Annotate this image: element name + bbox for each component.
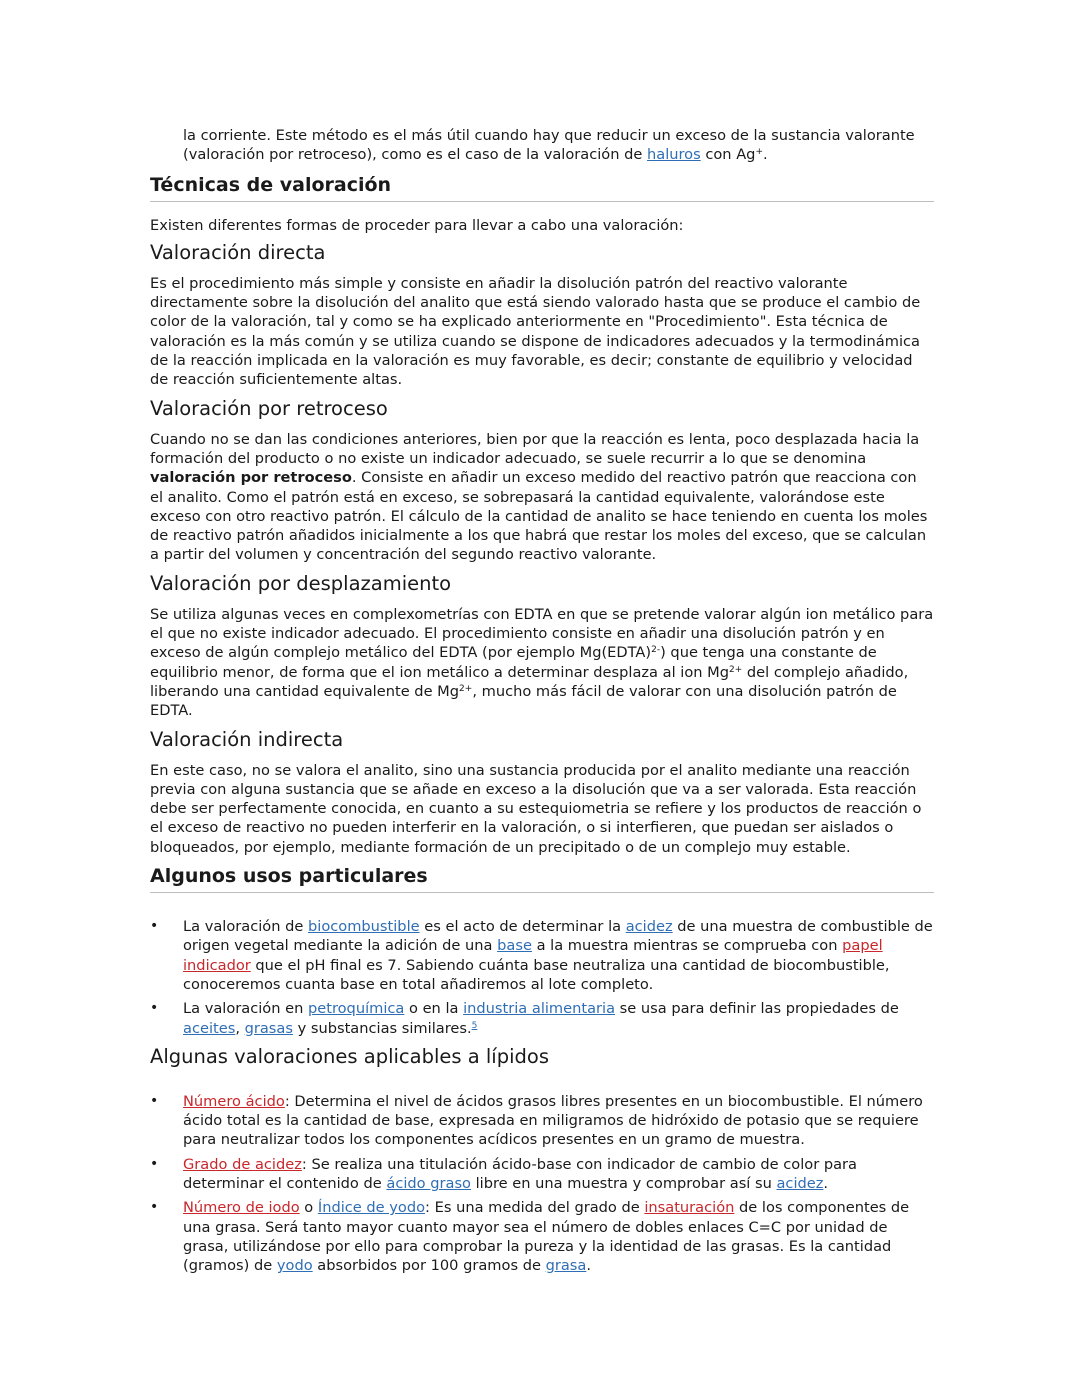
link-industria-alimentaria[interactable]: industria alimentaria	[463, 1000, 616, 1018]
heading-tecnicas: Técnicas de valoración	[150, 172, 934, 202]
desplazamiento-paragraph: Se utiliza algunas veces en complexometrías con EDTA en que se pretende valorar algún ion metálico para el que no existe indicador adecuado. El procedimiento consiste en añadir una disolución patrón y en exceso de algún complejo metálico del EDTA (por ejemplo Mg(EDTA)$^{2-}$) que tenga una constante de equilibrio menor, de forma que el ion metálico a determinar desplaza al ion $Mg^{2+}$ del complejo añadido, liberando una cantidad equivalente de $Mg^{2+}$, mucho más fácil de valorar con una disolución patrón de EDTA.	[150, 605, 934, 720]
link-papel-indicador[interactable]: papel indicador	[183, 937, 883, 974]
bullet-icon: •	[150, 1199, 159, 1216]
usos-list	[150, 917, 934, 1038]
link-grasa[interactable]: grasa	[545, 1257, 587, 1275]
link-acidez-2[interactable]: acidez	[776, 1174, 824, 1192]
heading-lipidos: Algunas valoraciones aplicables a lípidos	[150, 1044, 549, 1068]
link-grasas[interactable]: grasas	[244, 1019, 293, 1037]
list-item: • La valoración de biocombustible es el acto de determinar la acidez de una muestra de combustible de origen vegetal mediante la adición de una base a la muestra mientras se comprueba con papel indicador que el pH final es 7. Sabiendo cuánta base neutraliza una cantidad de biocombustible, conoceremos cuanta base en total añadiremos al lote completo.	[150, 918, 933, 993]
link-acido-graso[interactable]: ácido graso	[386, 1174, 471, 1192]
list-item: • La valoración en petroquímica o en la industria alimentaria se usa para definir las propiedades de aceites, grasas y substancias similares.$^5$	[150, 1000, 899, 1037]
link-numero-acido[interactable]: Número ácido	[183, 1092, 285, 1110]
indirecta-paragraph: En este caso, no se valora el analito, sino una sustancia producida por el analito mediante una reacción previa con alguna sustancia que se añade en exceso a la disolución que va a ser valorada. Esta reacción debe ser perfectamente conocida, en cuanto a su estequiometria se refiere y los productos de reacción o el exceso de reactivo no pueden interferir en la valoración, o si interfieren, que puedan ser aislados o bloqueados, por ejemplo, mediante formación de un precipitado o de un complejo muy estable.	[150, 761, 922, 856]
link-petroquimica[interactable]: petroquímica	[307, 1000, 405, 1018]
link-yodo[interactable]: yodo	[276, 1257, 313, 1275]
bullet-icon: •	[150, 1000, 159, 1017]
list-item: • Número ácido: Determina el nivel de ácidos grasos libres presentes en un biocombustible. El número ácido total es la cantidad de base, expresada en miligramos de hidróxido de potasio que se requiere para neutralizar todos los componentes acídicos presentes en un gramo de muestra.	[150, 1092, 923, 1149]
link-haluros[interactable]: haluros	[647, 146, 701, 164]
link-grado-de-acidez[interactable]: Grado de acidez	[183, 1155, 302, 1173]
directa-paragraph: Es el procedimiento más simple y consiste en añadir la disolución patrón del reactivo valorante directamente sobre la disolución del analito que está siendo valorado hasta que se produce el cambio de color de la valoración, tal y como se ha explicado anteriormente en "Procedimiento". Esta técnica de valoración es la más común y se utiliza cuando se dispone de indicadores adecuados y la termodinámica de la reacción implicada en la valoración es muy favorable, es decir; constante de equilibrio y velocidad de reacción suficientemente altas.	[150, 274, 921, 389]
heading-valoracion-retroceso: Valoración por retroceso	[150, 396, 388, 420]
link-acidez[interactable]: acidez	[625, 918, 673, 936]
list-item: • Grado de acidez: Se realiza una titulación ácido-base con indicador de cambio de color para determinar el contenido de ácido graso libre en una muestra y comprobar así su acidez.	[150, 1155, 857, 1192]
link-numero-de-iodo[interactable]: Número de iodo	[183, 1199, 300, 1217]
tecnicas-lead: Existen diferentes formas de proceder para llevar a cabo una valoración:	[150, 216, 684, 234]
bullet-icon: •	[150, 1092, 159, 1109]
intro-paragraph: la corriente. Este método es el más útil cuando hay que reducir un exceso de la sustancia valorante (valoración por retroceso), como es el caso de la valoración de haluros con Ag+.	[183, 127, 915, 164]
lipidos-list	[150, 1092, 934, 1276]
heading-valoracion-indirecta: Valoración indirecta	[150, 727, 344, 751]
bullet-icon: •	[150, 918, 159, 935]
document-content	[150, 126, 934, 1275]
link-base[interactable]: base	[497, 937, 532, 955]
link-biocombustible[interactable]: biocombustible	[308, 918, 420, 936]
heading-valoracion-directa: Valoración directa	[150, 240, 326, 264]
retroceso-paragraph: Cuando no se dan las condiciones anteriores, bien por que la reacción es lenta, poco desplazada hacia la formación del producto o no existe un indicador adecuado, se suele recurrir a lo que se denomina valoración por retroceso. Consiste en añadir un exceso medido del reactivo patrón que reacciona con el analito. Como el patrón está en exceso, se sobrepasará la cantidad equivalente, valorándose este exceso con otro reactivo patrón. El cálculo de la cantidad de analito se hace teniendo en cuenta los moles de reactivo patrón añadidos inicialmente a los que habrá que restar los moles del exceso, que se calculan a partir del volumen y concentración del segundo reactivo valorante.	[150, 430, 928, 564]
link-indice-de-yodo[interactable]: Índice de yodo	[317, 1199, 426, 1217]
link-aceites[interactable]: aceites	[183, 1019, 236, 1037]
link-insaturacion[interactable]: insaturación	[644, 1199, 735, 1217]
heading-usos: Algunos usos particulares	[150, 863, 934, 893]
bullet-icon: •	[150, 1155, 159, 1172]
footnote-link[interactable]: 5	[471, 1020, 478, 1031]
list-item: • Número de iodo o Índice de yodo: Es una medida del grado de insaturación de los componentes de una grasa. Será tanto mayor cuanto mayor sea el número de dobles enlaces C=C por unidad de grasa, utilizándose por ello para comprobar la pureza y la identidad de las grasas. Es la cantidad (gramos) de yodo absorbidos por 100 gramos de grasa.	[150, 1199, 910, 1275]
heading-valoracion-desplazamiento: Valoración por desplazamiento	[150, 571, 452, 595]
